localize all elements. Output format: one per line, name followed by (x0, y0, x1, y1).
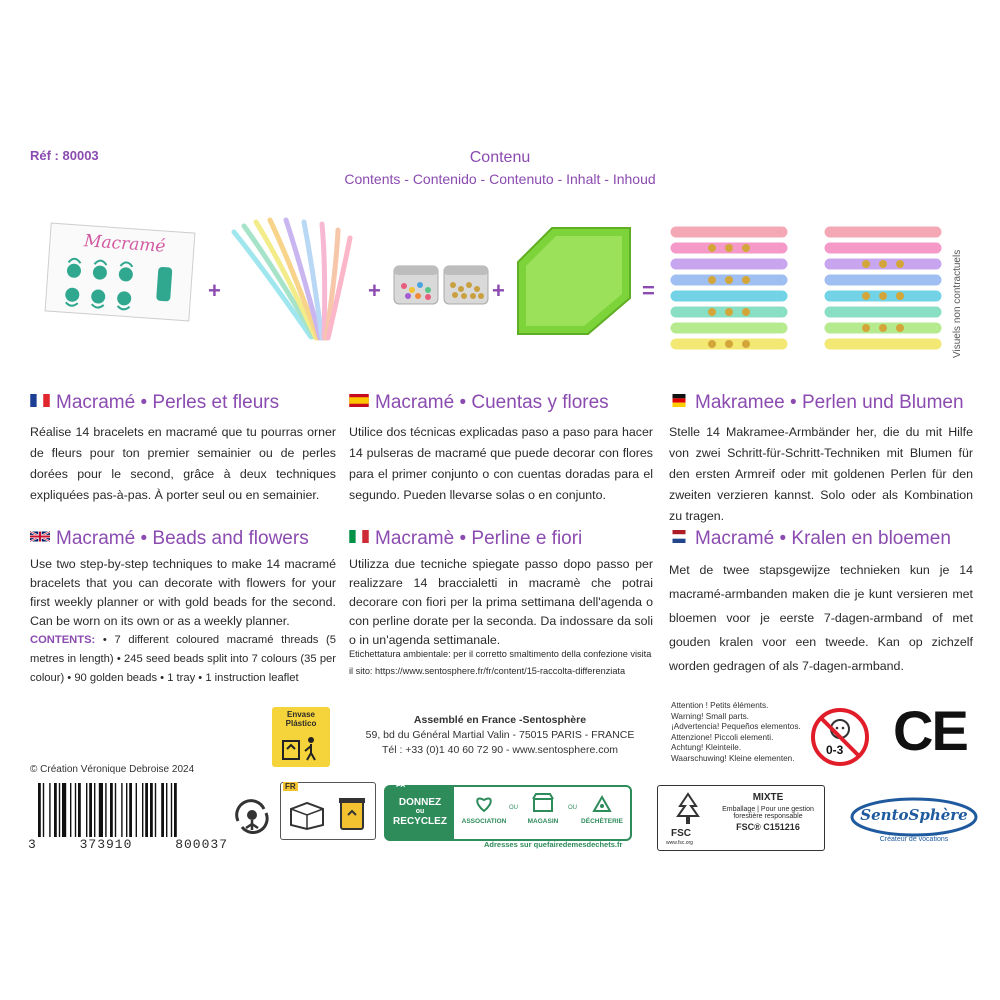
yellow-bin-icon (337, 795, 367, 831)
barcode-bar (145, 783, 148, 837)
store-label: MAGASIN (527, 818, 559, 825)
barcode-bar (161, 783, 164, 837)
non-contractual-note-text: Visuels non contractuels (952, 249, 963, 358)
triman-icon (230, 795, 274, 839)
barcode-bar (62, 783, 66, 837)
donate-or-label: ou (415, 808, 425, 815)
age-warning-icon (810, 707, 870, 767)
assembly-line-1: Assemblé en France -Sentosphère (413, 714, 587, 726)
section-contents-en (30, 631, 336, 688)
italy-flag-icon (349, 530, 369, 543)
finished-bracelets-image (662, 210, 942, 360)
waste-center-icon (590, 793, 614, 813)
plus-sign-3: + (492, 278, 505, 303)
fsc-line-1: Emballage | Pour une gestion (722, 806, 814, 813)
barcode-bar (99, 783, 103, 837)
contents-title: Contenu (469, 149, 531, 166)
section-title-de-text: Makramee • Perlen und Blumen (695, 392, 964, 413)
ce-mark: CE (893, 699, 967, 762)
section-title-en (30, 528, 309, 550)
barcode-bar (89, 783, 92, 837)
section-text-de: Stelle 14 Makramee-Armbänder her, die du mit Hilfe von zwei Schritt-für-Schritt-Techniken mit Blumen für den ersten Armreif oder mit goldenen Perlen für den zweiten verzieren kannst. Solo oder als Kombination zu tragen. (669, 425, 973, 523)
barcode-bar (94, 783, 95, 837)
barcode-bar (78, 783, 81, 837)
barcode-bar (86, 783, 87, 837)
recycling-website: Adresses sur quefairedemesdechets.fr (484, 840, 623, 849)
barcode-bar (174, 783, 177, 837)
barcode-digit-prefix: 3 (28, 837, 37, 852)
spain-flag-icon (349, 394, 369, 407)
donate-label: DONNEZ (398, 797, 442, 808)
leaflet-title: Macramé (83, 231, 167, 257)
equals-sign: = (642, 278, 655, 303)
manufacturer-address (340, 713, 660, 758)
sorting-info-box (280, 782, 376, 840)
warning-fr: Attention ! Petits éléments. (671, 701, 769, 710)
or-separator-1: OU (509, 805, 518, 811)
section-text-en: Use two step-by-step techniques to make 14 macramé bracelets that you can decorate with flowers for your first weekly planner or with gold beads for the second. Can be worn on its own or as a weekly planner. (30, 557, 336, 628)
barcode-bar (105, 783, 106, 837)
barcode-bar (150, 783, 153, 837)
contents-label: CONTENTS: (30, 634, 96, 646)
recycle-bin-icon (281, 735, 321, 761)
france-flag-icon (30, 394, 50, 407)
association-icon (472, 793, 496, 813)
assembly-line-3: Tél : +33 (0)1 40 60 72 90 - www.sentosphere.com (381, 744, 619, 756)
warning-en: Warning! Small parts. (671, 711, 749, 721)
barcode-bar (38, 783, 41, 837)
warning-es: ¡Advertencia! Pequeños elementos. (671, 722, 801, 731)
fsc-logo-text: FSC (671, 828, 691, 839)
barcode-bar (43, 783, 44, 837)
section-title-it-text: Macramè • Perline e fiori (375, 528, 583, 549)
section-disposal-it: Etichettatura ambientale: per il corretto smaltimento della confezione visita il sito: https://www.sentosphere.fr/fr/content/15-raccolta-differenziata (349, 649, 652, 676)
germany-flag-icon (669, 394, 689, 407)
barcode-bar (75, 783, 76, 837)
section-title-fr (30, 392, 279, 414)
fsc-mixte: MIXTE (752, 792, 784, 803)
fsc-label (657, 785, 825, 851)
fsc-url: www.fsc.org (666, 840, 693, 846)
brand-tagline: Créateur de vocations (879, 836, 949, 843)
section-text-it: Utilizza due tecniche spiegate passo dopo passo per realizzare 14 braccialetti in macramè che potrai decorare con fiori per la prima settimana dell'agenda o con perline dorate per la seconda. Da indossare da soli o in un'agenda settimanale. (349, 557, 653, 647)
uk-flag-icon (30, 530, 50, 543)
age-warning-label: 0-3 (826, 743, 844, 757)
instruction-leaflet-image (40, 222, 200, 322)
plastic-packaging-label: Envase Plástico (285, 710, 317, 728)
barcode-bar (70, 783, 71, 837)
section-text-es: Utilice dos técnicas explicadas paso a paso para hacer 14 pulseras de macramé que puede decorar con flores para el primer conjunto o con cuentas doradas para el segundo. Pueden llevarse solas o en conjunto. (349, 425, 653, 502)
barcode-bar (136, 783, 137, 837)
fsc-code: FSC® C151216 (736, 822, 800, 832)
non-contractual-note (948, 218, 968, 358)
contents-list: • 7 different coloured macramé threads (5 metres in length) • 245 seed beads split into 7 colours (35 per colour) • 90 golden beads • 1 tray • 1 instruction leaflet (30, 634, 336, 684)
barcode-digits-right: 800037 (175, 837, 228, 852)
plus-sign-1: + (208, 278, 221, 303)
barcode-bar (59, 783, 60, 837)
barcode-bar (49, 783, 50, 837)
barcode-bar (54, 783, 57, 837)
cardboard-box-icon (287, 801, 327, 831)
barcode-digits-left: 373910 (79, 837, 133, 852)
macrame-threads-image (226, 212, 366, 347)
bead-jars-image (392, 262, 492, 308)
barcode-bar (115, 783, 116, 837)
bead-tray-image (512, 222, 636, 340)
barcode-bar (166, 783, 167, 837)
contents-multilang-title: Contents - Contenido - Contenuto - Inhalt - Inhoud (344, 171, 656, 187)
section-title-de (669, 392, 964, 414)
barcode-bar (129, 783, 132, 837)
section-title-es (349, 392, 609, 414)
warning-nl: Waarschuwing! Kleine elementen. (671, 753, 795, 763)
barcode-bar (142, 783, 143, 837)
section-title-nl (669, 528, 951, 550)
warning-de: Achtung! Kleinteile. (671, 743, 742, 752)
barcode-bar (126, 783, 127, 837)
barcode-bar (110, 783, 113, 837)
reference-number: Réf : 80003 (30, 148, 99, 163)
association-label: ASSOCIATION (461, 818, 507, 825)
barcode-bar (171, 783, 172, 837)
fsc-line-2: forestière responsable (733, 813, 803, 820)
fsc-tree-icon (670, 790, 706, 830)
plus-sign-2: + (368, 278, 381, 303)
assembly-line-2: 59, bd du Général Martial Valin - 75015 PARIS - FRANCE (365, 729, 635, 741)
waste-center-label: DÉCHÈTERIE (581, 818, 623, 825)
brand-name: SentoSphère (860, 806, 968, 824)
barcode (28, 783, 228, 855)
or-separator-2: OU (568, 805, 577, 811)
sentosphere-logo (848, 795, 980, 845)
netherlands-flag-icon (669, 530, 689, 543)
warning-it: Attenzione! Piccoli elementi. (671, 732, 774, 742)
section-text-fr: Réalise 14 bracelets en macramé que tu pourras orner de fleurs pour ton premier semainier ou de perles dorées pour le second, grâce à deux techniques expliquées pas-à-pas. À porter seul ou en semainier. (30, 425, 336, 502)
sorting-info-country: FR (285, 782, 296, 791)
donate-label-block (386, 787, 454, 839)
section-title-fr-text: Macramé • Perles et fleurs (56, 392, 280, 413)
copyright-text: © Création Véronique Debroise 2024 (30, 764, 195, 775)
section-title-en-text: Macramé • Beads and flowers (56, 528, 309, 549)
barcode-bar (121, 783, 122, 837)
section-title-es-text: Macramé • Cuentas y flores (375, 392, 609, 413)
store-icon (531, 793, 555, 813)
barcode-bar (155, 783, 156, 837)
section-title-nl-text: Macramé • Kralen en bloemen (695, 528, 951, 549)
plastic-packaging-badge (272, 707, 330, 767)
donate-or-recycle-panel (384, 785, 632, 841)
small-parts-warnings (671, 701, 811, 764)
section-title-it (349, 528, 582, 550)
recycle-label: RECYCLEZ (393, 816, 447, 827)
section-text-nl: Met de twee stapsgewijze technieken kun je 14 macramé-armbanden maken die je kunt versieren met bloemen voor je eerste 7-dagen-armband of met gouden kralen voor een tweede. Kan op zichzelf worden gedragen of als 7-dagen-armband. (669, 563, 973, 673)
